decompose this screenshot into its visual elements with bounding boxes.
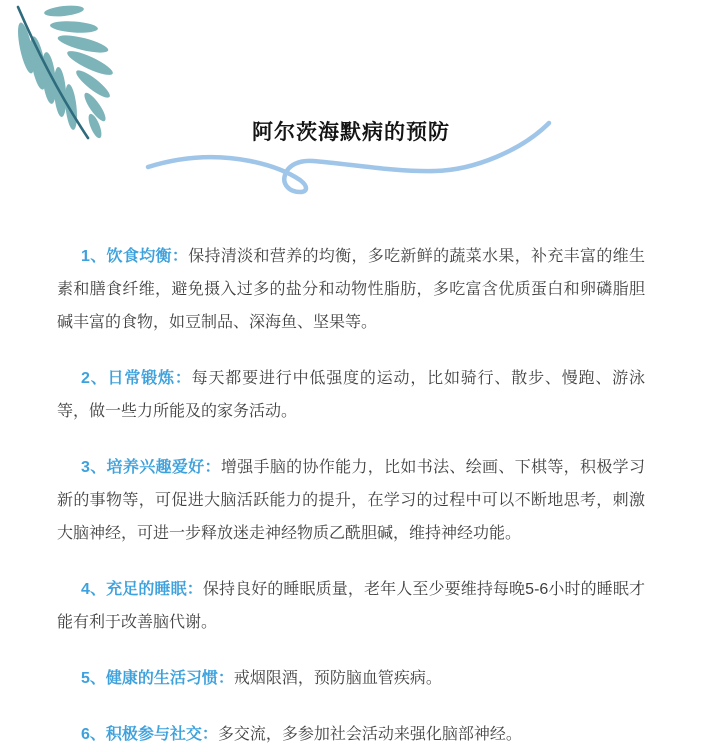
list-item-6-label: 6、积极参与社交：: [81, 726, 218, 743]
page-title: 阿尔茨海默病的预防: [252, 121, 450, 144]
list-item-2-label: 2、日常锻炼：: [81, 370, 192, 387]
list-item-2: [57, 362, 645, 428]
list-item-2-text: 每天都要进行中低强度的运动，比如骑行、散步、慢跑、游泳等，做一些力所能及的家务活动。: [57, 370, 645, 420]
list-item-5-label: 5、健康的生活习惯：: [81, 670, 234, 687]
list-item-6: [57, 718, 645, 751]
list-item-4: [57, 573, 645, 639]
list-item-1-text: 保持清淡和营养的均衡，多吃新鲜的蔬菜水果，补充丰富的维生素和膳食纤维，避免摄入过多的盐分和动物性脂肪，多吃富含优质蛋白和卵磷脂胆碱丰富的食物，如豆制品、深海鱼、坚果等。: [57, 248, 645, 331]
list-item-3-text: 增强手脑的协作能力，比如书法、绘画、下棋等，积极学习新的事物等，可促进大脑活跃能力的提升，在学习的过程中可以不断地思考，刺激大脑神经，可进一步释放迷走神经物质乙酰胆碱，维持神经功能。: [57, 459, 645, 542]
list-item-3-label: 3、培养兴趣爱好：: [81, 459, 221, 476]
list-item-1-label: 1、饮食均衡：: [81, 248, 189, 265]
list-item-4-label: 4、充足的睡眠：: [81, 581, 203, 598]
article-body: [0, 240, 702, 752]
squiggle-underline-decoration: [0, 0, 702, 200]
list-item-5: [57, 662, 645, 695]
list-item-3: [57, 451, 645, 550]
list-item-6-text: 多交流，多参加社会活动来强化脑部神经。: [217, 726, 522, 743]
list-item-5-text: 戒烟限酒，预防脑血管疾病。: [233, 670, 442, 687]
list-item-1: [57, 240, 645, 339]
list-item-4-text: 保持良好的睡眠质量，老年人至少要维持每晚5-6小时的睡眠才能有利于改善脑代谢。: [57, 581, 645, 631]
